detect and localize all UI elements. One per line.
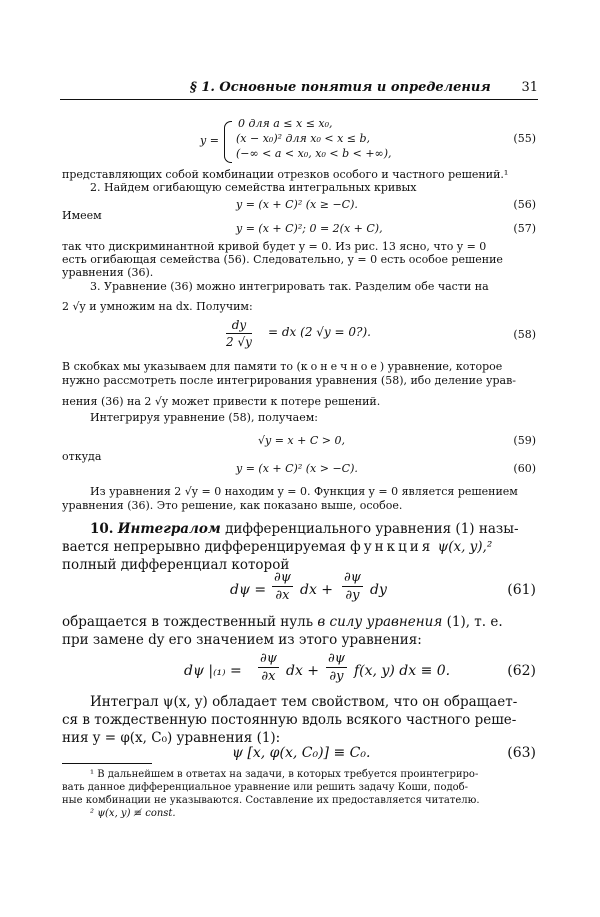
text-span: (1), т. е. — [442, 614, 503, 630]
text-span: В скобках мы указываем для памяти то ( — [62, 360, 301, 373]
eq59: √y = x + C > 0, — [258, 434, 345, 447]
eq62-frac2 — [326, 651, 347, 684]
section10-line: при замене dy его значением из этого уравнения: — [62, 632, 422, 648]
running-header — [60, 80, 538, 100]
eq58-rhs: = dx (2 √y = 0?). — [268, 325, 371, 339]
eq62-number: (62) — [507, 663, 536, 679]
text-line: откуда — [62, 450, 102, 463]
eq55-case3: (−∞ < a < x₀, x₀ < b < +∞), — [236, 147, 392, 160]
text-line: уравнения (36). Это решение, как показано выше, особое. — [62, 499, 403, 512]
eq58-fraction — [226, 318, 252, 349]
eq62-frac1-den: ∂x — [261, 669, 276, 684]
eq56: y = (x + C)² (x ≥ −C). — [236, 198, 358, 211]
eq63: ψ [x, φ(x, C₀)] ≡ C₀. — [232, 745, 371, 761]
text-span: вается непрерывно дифференцируемая — [62, 539, 351, 555]
eq58-number: (58) — [513, 328, 536, 341]
eq60-number: (60) — [513, 462, 536, 475]
eq58-denominator: 2 √y — [226, 335, 252, 349]
eq63-number: (63) — [507, 745, 536, 761]
eq62-end: f(x, y) dx ≡ 0. — [354, 663, 451, 679]
text-span: ψ(x, y),² — [433, 539, 493, 555]
footnote-line: вать данное дифференциальное уравнение или решить задачу Коши, подоб- — [62, 782, 469, 793]
text-line: представляющих собой комбинации отрезков особого и частного решений.¹ — [62, 168, 509, 181]
text-span: обращается в тождественный нуль — [62, 614, 318, 630]
eq61-frac2-den: ∂y — [345, 588, 360, 603]
section10-line — [90, 521, 519, 538]
eq61-frac2 — [342, 570, 363, 603]
footnote-rule — [62, 763, 152, 764]
section10-line: полный дифференциал которой — [62, 557, 290, 573]
text-line — [62, 360, 502, 373]
italic-span: в силу уравнения — [317, 614, 443, 630]
text-span: ) уравнение, которое — [379, 360, 503, 373]
footnote-line: ² ψ(x, y) ≢ const. — [90, 808, 176, 819]
eq61-end: dy — [370, 582, 387, 598]
text-line: Имеем — [62, 209, 102, 222]
eq62-frac1 — [258, 651, 279, 684]
text-line: нужно рассмотреть после интегрирования уравнения (58), ибо деление урав- — [62, 374, 516, 387]
text-line: 2 √y и умножим на dx. Получим: — [62, 300, 253, 313]
eq55-brace — [224, 121, 232, 163]
eq61-mid: dx + — [300, 582, 334, 598]
eq56-number: (56) — [513, 198, 536, 211]
eq57-number: (57) — [513, 222, 536, 235]
text-line: Из уравнения 2 √y = 0 находим y = 0. Функция y = 0 является решением — [90, 485, 518, 498]
eq61-frac1-num: ∂ψ — [274, 570, 291, 585]
text-line: 3. Уравнение (36) можно интегрировать так. Разделим обе части на — [90, 280, 489, 293]
eq60: y = (x + C)² (x > −C). — [236, 462, 358, 475]
text-line: так что дискриминантной кривой будет y = 0. Из рис. 13 ясно, что y = 0 — [62, 240, 487, 253]
footnote-line: ¹ В дальнейшем в ответах на задачи, в которых требуется проинтегриро- — [90, 769, 479, 780]
eq55-case1: 0 для a ≤ x ≤ x₀, — [238, 117, 333, 130]
eq55-number: (55) — [513, 132, 536, 145]
section10-line: ся в тождественную постоянную вдоль всякого частного реше- — [62, 712, 517, 728]
text-line: есть огибающая семейства (56). Следовательно, y = 0 есть особое решение — [62, 253, 503, 266]
eq61-frac1 — [272, 570, 293, 603]
text-line: 2. Найдем огибающую семейства интегральных кривых — [90, 181, 417, 194]
section10-line: Интеграл ψ(x, y) обладает тем свойством, что он обращает- — [90, 694, 518, 710]
eq57: y = (x + C)²; 0 = 2(x + C), — [236, 222, 383, 235]
eq62-frac1-num: ∂ψ — [260, 651, 277, 666]
text-line: нения (36) на 2 √y может привести к потере решений. — [62, 395, 381, 408]
eq62-lhs: dψ |₍₁₎ = — [184, 663, 242, 679]
eq61-frac2-num: ∂ψ — [344, 570, 361, 585]
header-title: § 1. Основные понятия и определения — [190, 80, 491, 95]
spaced-word: функция — [350, 539, 434, 555]
footnote-line: ные комбинации не указываются. Составление их предоставляется читателю. — [62, 795, 480, 806]
section-term: Интегралом — [117, 521, 221, 537]
section10-line — [62, 614, 503, 631]
eq61-number: (61) — [507, 582, 536, 598]
eq55-case2: (x − x₀)² для x₀ < x ≤ b, — [236, 132, 371, 145]
text-line: уравнения (36). — [62, 266, 154, 279]
text-line: Интегрируя уравнение (58), получаем: — [90, 411, 318, 424]
spaced-word: конечное — [300, 360, 380, 373]
section10-line — [62, 539, 492, 556]
text-span: дифференциального уравнения (1) назы- — [220, 521, 519, 537]
eq59-number: (59) — [513, 434, 536, 447]
section-number: 10. — [90, 521, 114, 537]
eq62-frac2-den: ∂y — [329, 669, 344, 684]
section10-line: ния y = φ(x, C₀) уравнения (1): — [62, 730, 281, 746]
page-number: 31 — [521, 80, 538, 95]
eq61-lhs: dψ = — [230, 582, 267, 598]
eq55-lhs: y = — [200, 134, 219, 147]
eq58-numerator: dy — [226, 318, 252, 334]
eq62-mid: dx + — [286, 663, 320, 679]
eq62-frac2-num: ∂ψ — [328, 651, 345, 666]
eq61-frac1-den: ∂x — [275, 588, 290, 603]
